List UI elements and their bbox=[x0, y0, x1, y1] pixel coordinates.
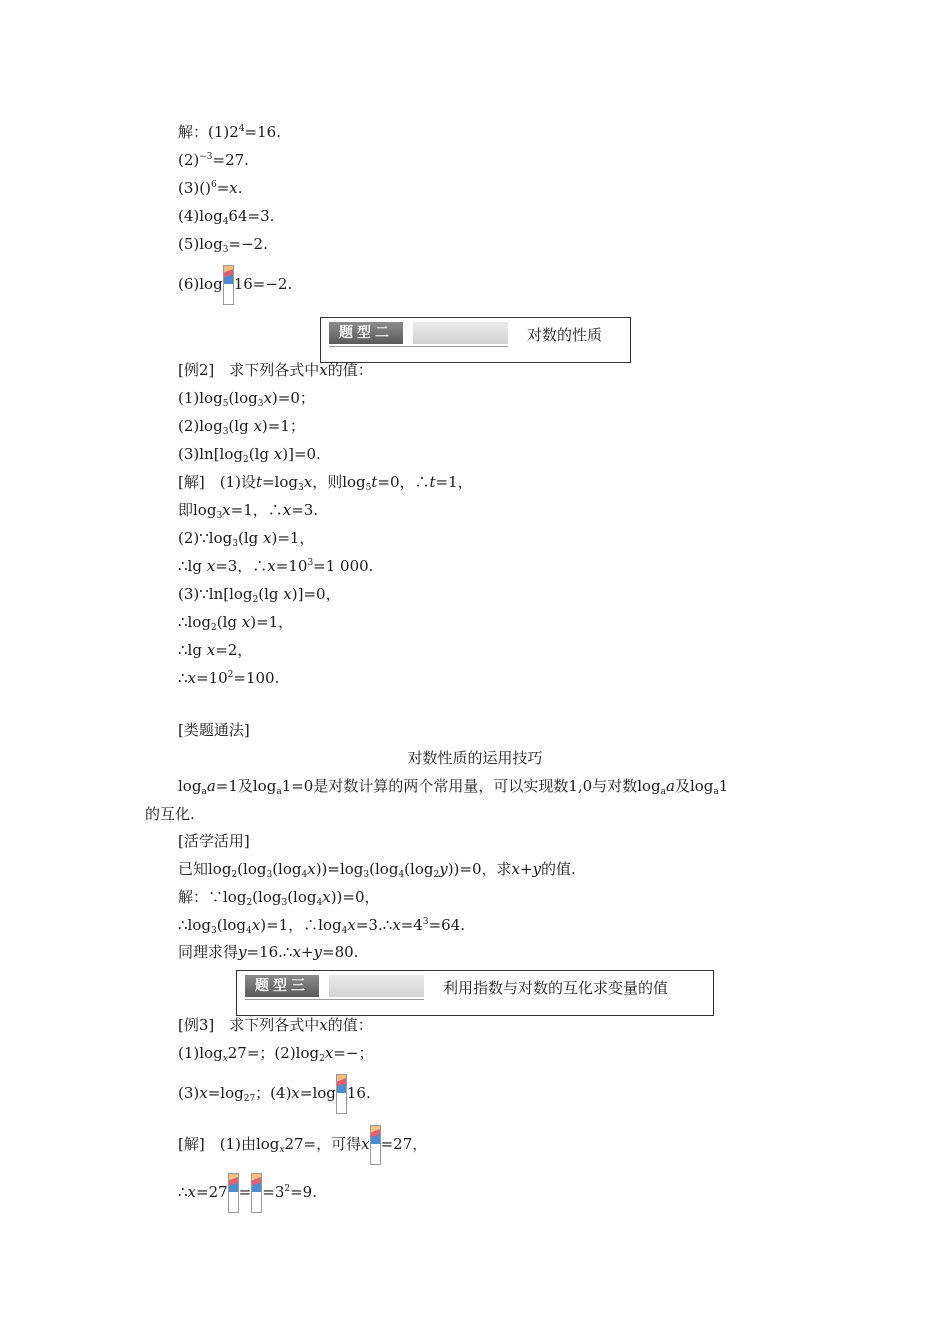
ex2-q3: $(3)\ln[\log_2(\lg$ x)]=0. bbox=[178, 445, 321, 465]
ex2-q2: $(2)\log_3(\lg$ x)=1； bbox=[178, 417, 305, 437]
method-label: [类题通法] bbox=[178, 721, 250, 739]
practice-label: [活学活用] bbox=[178, 832, 250, 850]
practice-answer-line3: 同理求得y=16.∴x+y=80. bbox=[178, 943, 359, 961]
ex2-sol-line5: $(3)\because\ln[\log_2(\lg$ x)]=0， bbox=[178, 585, 341, 605]
broken-image-icon bbox=[228, 1173, 239, 1213]
ex2-sol-line8: $\therefore x=10^2=100$. bbox=[178, 669, 280, 687]
ex3-heading: [例3] 求下列各式中x的值： bbox=[178, 1016, 373, 1034]
ex2-sol-line6: $\therefore\log_2(\lg$ x)=1， bbox=[178, 613, 294, 633]
sol1-line4: $(4)\log_464=3$. bbox=[178, 207, 275, 227]
section-banner-type3 bbox=[236, 970, 714, 1016]
ex2-sol-line3: $(2)\because\log_3(\lg$ x)=1， bbox=[178, 529, 315, 549]
broken-image-icon bbox=[336, 1074, 347, 1114]
broken-image-icon bbox=[251, 1173, 262, 1213]
practice-answer-line2: $\therefore\log_3(\log_4x)=1$，$\therefore\log_4x=3.\therefore x=4^3=64$. bbox=[178, 916, 466, 936]
section-tag-underline bbox=[329, 346, 508, 347]
ex3-sol-line2: ∴x=27 = $=3^2=9$. bbox=[178, 1172, 317, 1213]
ex2-sol-line4: ∴lg x=3，$\therefore x=10^3=1$ 000. bbox=[178, 557, 374, 575]
ex2-sol-line7: ∴lg x=2， bbox=[178, 641, 253, 659]
ex2-sol-line1: [解] (1)设$t=\log_3x$，则$\log_5t=0$，∴t=1， bbox=[178, 473, 473, 493]
practice-question: 已知$\log_2(\log_3(\log_4x))=\log_3(\log_4(\log_2y))=0$，求x+y的值. bbox=[178, 860, 576, 880]
method-paragraph-line2: 的互化. bbox=[145, 805, 195, 823]
sol1-line5: $(5)\log_3=-2$. bbox=[178, 235, 268, 255]
section-tag: 题型三 bbox=[245, 975, 319, 997]
practice-answer-line1: 解：$\because\log_2(\log_3(\log_4x))=0$， bbox=[178, 888, 380, 908]
section-tag-underline bbox=[245, 999, 424, 1000]
section-title: 对数的性质 bbox=[527, 326, 603, 344]
sol1-line3: (3)()$^6$=x. bbox=[178, 179, 243, 197]
ex3-questions-line1: $(1)\log_x27=$；$(2)\log_2x=-$； bbox=[178, 1044, 374, 1064]
sol1-line2: $(2)^{-3}=27$. bbox=[178, 151, 249, 169]
section-banner-type2 bbox=[320, 317, 631, 363]
ex2-heading: [例2] 求下列各式中x的值： bbox=[178, 361, 373, 379]
sol1-line1: 解：$(1)2^4=16$. bbox=[178, 123, 281, 141]
ex2-q1: $(1)\log_5(\log_3x)=0$； bbox=[178, 389, 315, 409]
sol1-line6: (6)log 16=−2. bbox=[178, 264, 292, 305]
section-tag: 题型二 bbox=[329, 322, 403, 344]
ex2-sol-line2: 即$\log_3x=1$，∴x=3. bbox=[178, 501, 319, 521]
broken-image-icon bbox=[370, 1125, 381, 1165]
method-paragraph-line1: $\log_aa=1$及$\log_a1=0$是对数计算的两个常用量，可以实现数1,0与对数$\log_aa$及$\log_a1$ bbox=[178, 777, 729, 797]
broken-image-icon bbox=[223, 265, 234, 305]
ex3-sol-line1: [解] (1)由$\log_x27=$，可得x =27， bbox=[178, 1124, 427, 1165]
section-tag-bar bbox=[329, 975, 424, 997]
ex3-questions-line2: $(3)x=\log_{27}$；(4)x=log 16. bbox=[178, 1073, 371, 1114]
section-title: 利用指数与对数的互化求变量的值 bbox=[443, 979, 669, 997]
method-title: 对数性质的运用技巧 bbox=[407, 749, 543, 767]
section-tag-bar bbox=[413, 322, 508, 344]
